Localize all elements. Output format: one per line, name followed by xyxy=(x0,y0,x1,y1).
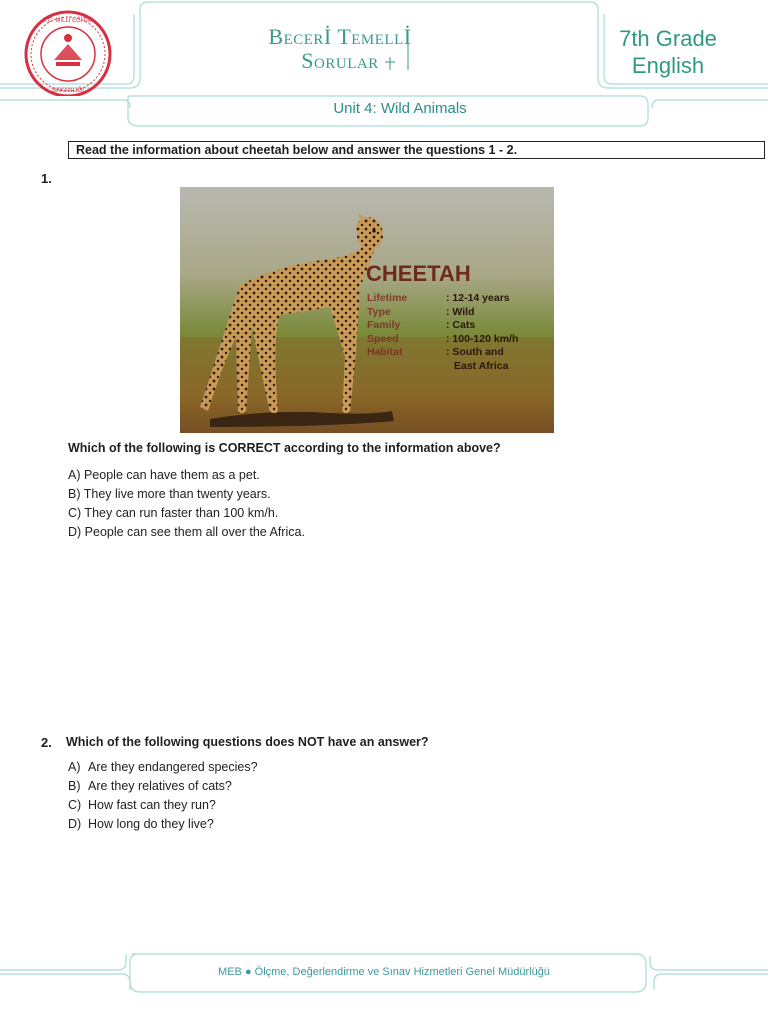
fact-key: Habitat xyxy=(367,346,403,358)
fact-value: : 12-14 years xyxy=(446,292,510,304)
footer-text: MEB ● Ölçme, Değerlendirme ve Sınav Hizmetleri Genel Müdürlüğü xyxy=(218,966,550,978)
series-title-line1: Becerİ Temellİ xyxy=(268,24,412,49)
q2-option-b-letter[interactable]: B) xyxy=(68,779,81,793)
instruction-box: Read the information about cheetah below and answer the questions 1 - 2. xyxy=(68,141,765,159)
q2-option-d-letter[interactable]: D) xyxy=(68,817,82,831)
fact-value: : Wild xyxy=(446,306,475,318)
fact-value: : South and xyxy=(446,346,504,358)
fact-key: Lifetime xyxy=(367,292,408,304)
question-2-number: 2. xyxy=(41,735,52,750)
fact-value: : Cats xyxy=(446,319,476,331)
grade-label: 7th Grade xyxy=(619,26,717,51)
ministry-seal-logo xyxy=(6,8,124,96)
fact-key: Speed xyxy=(367,333,399,345)
q1-option-b[interactable]: B) They live more than twenty years. xyxy=(68,487,271,501)
q2-option-c-text[interactable]: How fast can they run? xyxy=(88,798,216,812)
cheetah-photo xyxy=(180,187,554,433)
svg-text:T.C. MİLLÎ EĞİTİM: T.C. MİLLÎ EĞİTİM xyxy=(43,18,93,24)
cheetah-title: CHEETAH xyxy=(366,261,471,286)
q1-option-c[interactable]: C) They can run faster than 100 km/h. xyxy=(68,506,279,520)
q1-option-d[interactable]: D) People can see them all over the Africa. xyxy=(68,525,305,539)
unit-title: Unit 4: Wild Animals xyxy=(333,100,467,117)
q2-option-a-text[interactable]: Are they endangered species? xyxy=(88,760,258,774)
q2-option-c-letter[interactable]: C) xyxy=(68,798,82,812)
question-1-number: 1. xyxy=(41,171,52,186)
q2-option-d-text[interactable]: How long do they live? xyxy=(88,817,214,831)
question-2-stem: Which of the following questions does NOT have an answer? xyxy=(66,735,429,749)
fact-key: Family xyxy=(367,319,401,331)
q2-option-b-text[interactable]: Are they relatives of cats? xyxy=(88,779,232,793)
q2-option-a-letter[interactable]: A) xyxy=(68,760,81,774)
fact-value: East Africa xyxy=(454,360,509,372)
subject-label: English xyxy=(631,53,705,78)
series-title-line2: Sorular xyxy=(301,48,379,73)
q1-option-a[interactable]: A) People can have them as a pet. xyxy=(68,468,260,482)
fact-value: : 100-120 km/h xyxy=(446,333,519,345)
fact-key: Type xyxy=(367,306,391,318)
svg-text:BAKANLIĞI: BAKANLIĞI xyxy=(52,88,84,94)
question-1-stem: Which of the following is CORRECT according to the information above? xyxy=(68,441,501,455)
